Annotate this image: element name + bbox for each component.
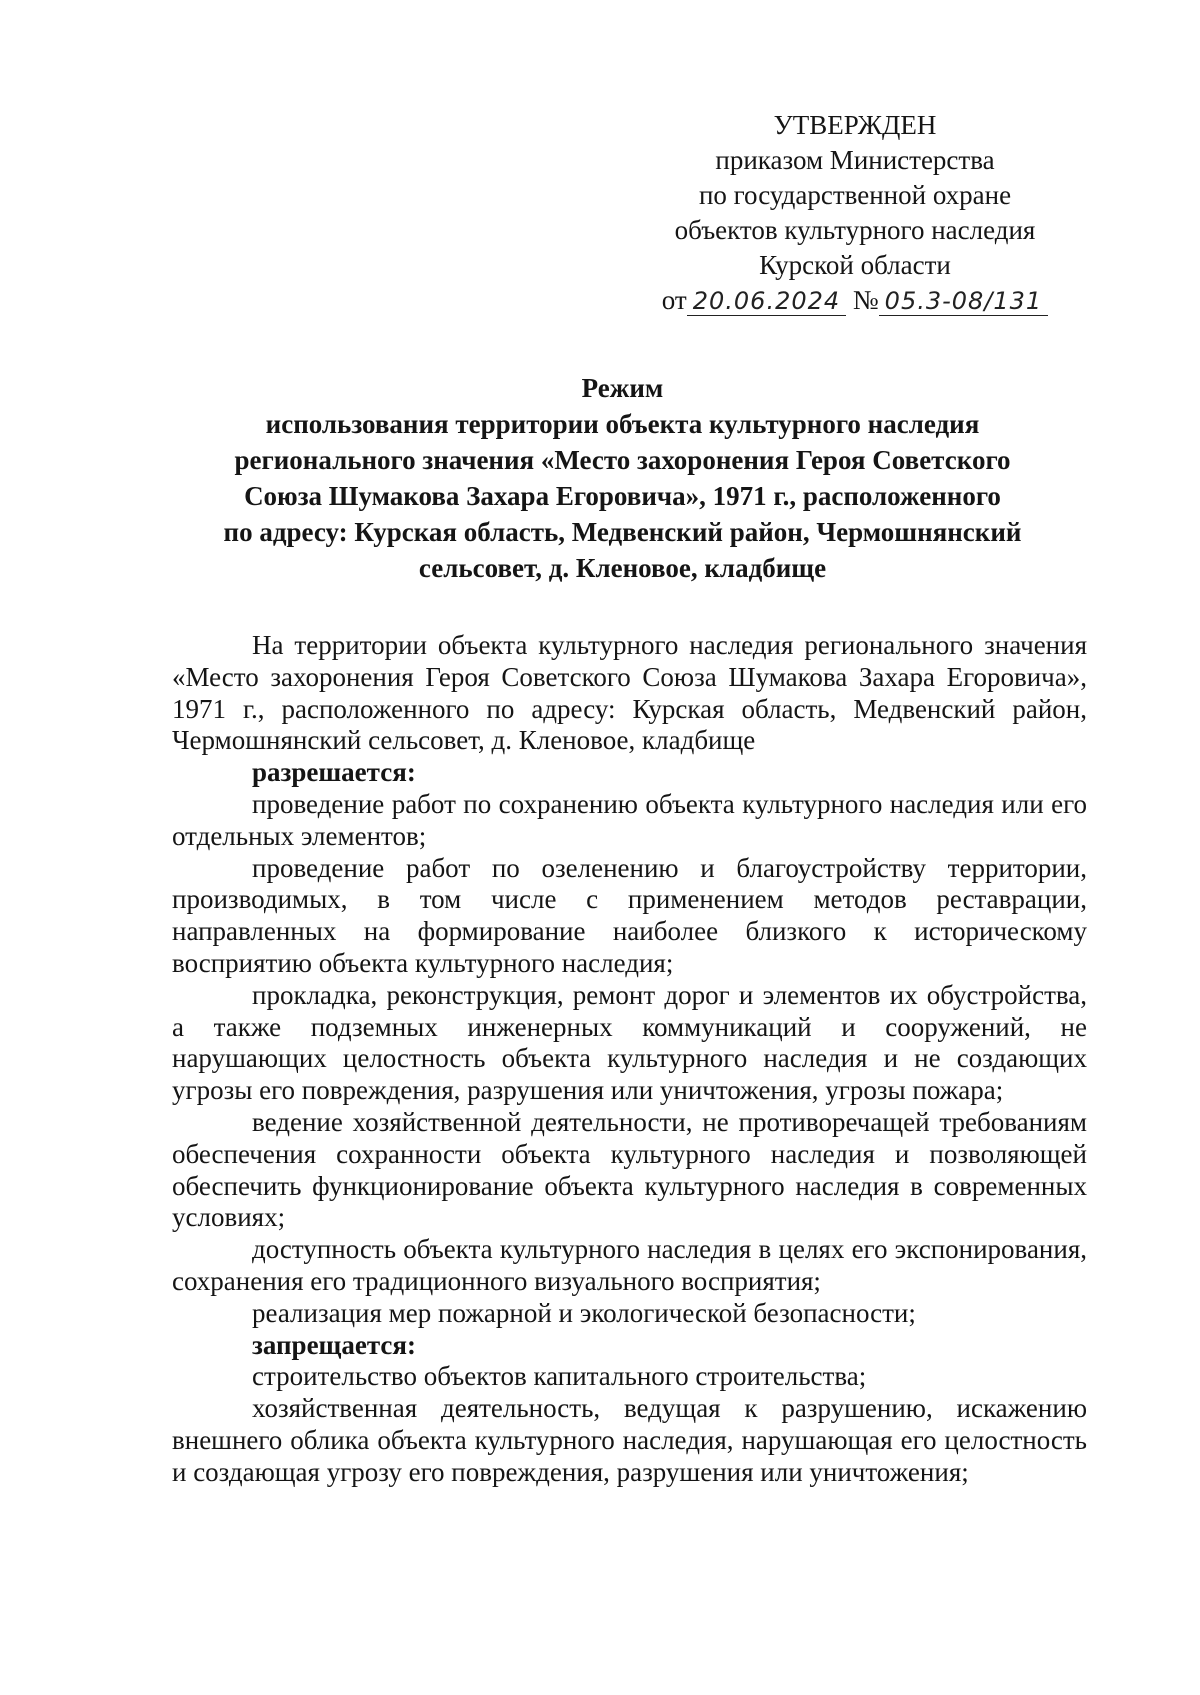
handwritten-date: 20.06.2024 <box>687 287 846 316</box>
handwritten-number: 05.3-08/131 <box>879 287 1049 316</box>
approval-line: Курской области <box>759 250 951 280</box>
approval-heading: УТВЕРЖДЕН <box>773 110 937 140</box>
allowed-item: доступность объекта культурного наследия в целях его экспонирования, сохранения его традиционного визуального восприятия; <box>172 1234 1087 1296</box>
forbidden-item: хозяйственная деятельность, ведущая к разрушению, искажению внешнего облика объекта культурного наследия, нарушающая его целостность и создающая угрозу его повреждения, разрушения или уничтожения; <box>172 1393 1087 1487</box>
title-line: сельсовет, д. Кленовое, кладбище <box>418 553 827 583</box>
document-body <box>172 630 1087 1489</box>
allowed-item: проведение работ по сохранению объекта культурного наследия или его отдельных элементов; <box>172 788 1087 851</box>
title-line: по адресу: Курская область, Медвенский район, Чермошнянский <box>223 517 1022 547</box>
allowed-heading: разрешается: <box>252 757 416 788</box>
allowed-item: ведение хозяйственной деятельности, не противоречащей требованиям обеспечения сохранности объекта культурного наследия и позволяющей обеспечить функционирование объекта культурного наследия в современных условиях; <box>172 1106 1087 1233</box>
document-title <box>160 370 1085 586</box>
title-line: регионального значения «Место захоронения Героя Советского <box>234 445 1011 475</box>
approval-block <box>640 108 1070 319</box>
forbidden-heading: запрещается: <box>252 1329 417 1360</box>
approval-line: приказом Министерства <box>715 145 995 175</box>
title-line: Режим <box>581 373 664 403</box>
intro-paragraph: На территории объекта культурного наследия регионального значения «Место захоронения Героя Советского Союза Шумакова Захара Егоровича», 1971 г., расположенного по адресу: Курская область, Медвенский район, Чермошнянский сельсовет, д. Кленовое, кладбище <box>172 630 1087 756</box>
number-prefix: № <box>852 285 879 315</box>
approval-line: объектов культурного наследия <box>674 215 1036 245</box>
allowed-item: проведение работ по озеленению и благоустройству территории, производимых, в том числе с применением методов реставрации, направленных на формирование наиболее близкого к историческому восприятию объекта культурного наследия; <box>172 852 1087 978</box>
allowed-item: реализация мер пожарной и экологической безопасности; <box>252 1297 916 1328</box>
forbidden-item: строительство объектов капитального строительства; <box>252 1361 867 1392</box>
title-line: Союза Шумакова Захара Егоровича», 1971 г., расположенного <box>244 481 1001 511</box>
allowed-item: прокладка, реконструкция, ремонт дорог и элементов их обустройства, а также подземных инженерных коммуникаций и сооружений, не нарушающих целостность объекта культурного наследия и не создающих угрозы его повреждения, разрушения или уничтожения, угрозы пожара; <box>172 979 1087 1106</box>
approval-date-number-line <box>640 283 1070 319</box>
approval-line: по государственной охране <box>698 180 1012 210</box>
title-line: использования территории объекта культурного наследия <box>265 409 980 439</box>
date-prefix: от <box>661 285 687 315</box>
